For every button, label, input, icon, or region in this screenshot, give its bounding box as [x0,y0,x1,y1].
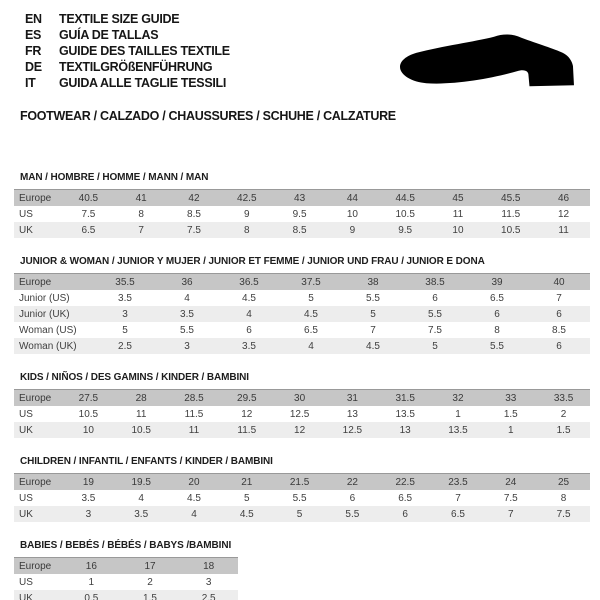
size-cell: 41 [135,192,147,204]
size-cell: 3.5 [134,508,149,520]
row-label: US [19,408,33,420]
size-cell: 9 [349,224,356,236]
language-guide-name: GUIDE DES TAILLES TEXTILE [59,44,230,58]
table-title: MAN / HOMBRE / HOMME / MANN / MAN [20,172,209,183]
language-guide-name: GUIDA ALLE TAGLIE TESSILI [59,76,227,90]
size-cell: 8 [138,208,144,220]
language-row-it [25,75,230,91]
size-cell: 3 [122,308,128,320]
size-cell: 11.5 [237,424,257,436]
language-code: FR [25,44,42,58]
table-row [14,206,590,222]
size-cell: 30 [294,392,306,404]
size-cell: 6.5 [81,224,96,236]
size-table [14,189,590,238]
size-cell: 5 [122,324,128,336]
size-cell: 11 [558,224,569,236]
size-tables [14,156,590,600]
size-cell: 11 [136,408,147,420]
size-cell: 20 [188,476,200,488]
size-cell: 10.5 [501,224,521,236]
size-cell: 6 [349,492,356,504]
size-cell: 19 [82,476,94,488]
row-label: Europe [19,392,52,404]
size-cell: 33 [505,392,517,404]
size-cell: 7 [507,508,514,520]
size-cell: 5.5 [428,308,442,320]
size-cell: 5.5 [366,292,380,304]
language-guide-name: TEXTILGRÖßENFÜHRUNG [59,60,213,74]
size-cell: 1 [88,576,95,588]
table-row [14,574,238,590]
row-label: Europe [19,276,52,288]
size-cell: 40.5 [78,192,99,204]
size-cell: 7 [455,492,461,504]
size-cell: 10.5 [78,408,99,420]
table-row [14,422,590,438]
size-table-section [14,256,590,354]
size-cell: 45 [452,192,464,204]
table-row [14,322,590,338]
size-cell: 9.5 [398,224,413,236]
size-cell: 23.5 [448,476,468,488]
size-table-section [14,172,590,238]
table-row [14,338,590,354]
size-cell: 4 [184,292,190,304]
row-label: Europe [19,560,52,572]
size-cell: 5 [370,308,376,320]
size-cell: 18 [203,560,215,572]
size-cell: 37.5 [301,276,321,288]
size-cell: 36.5 [239,276,259,288]
size-cell: 5.5 [490,340,504,352]
row-label: Woman (UK) [19,340,77,352]
size-cell: 13 [399,424,411,436]
size-cell: 4 [138,492,144,504]
size-cell: 5.5 [292,492,307,504]
size-cell: 13 [346,408,358,420]
size-cell: 10 [346,208,358,220]
size-cell: 13.5 [448,424,468,436]
table-row [14,474,590,490]
size-cell: 8.5 [292,224,307,236]
size-cell: 38.5 [425,276,445,288]
language-row-es [25,27,230,43]
size-cell: 31 [346,392,358,404]
size-cell: 36 [181,276,193,288]
row-label: UK [19,224,33,236]
row-label: Junior (US) [19,292,70,304]
size-table [14,273,590,354]
size-cell: 2 [147,576,153,588]
category-title: FOOTWEAR / CALZADO / CHAUSSURES / SCHUHE / CALZATURE [20,109,396,123]
size-cell: 10.5 [131,424,151,436]
row-label: UK [19,592,33,600]
size-cell: 4 [191,508,197,520]
size-cell: 11.5 [184,408,204,420]
size-cell: 13.5 [395,408,415,420]
language-row-de [25,59,230,75]
row-label: US [19,576,33,588]
size-cell: 31.5 [395,392,415,404]
size-cell: 42.5 [237,192,257,204]
size-cell: 6.5 [451,508,465,520]
language-list [25,11,230,91]
size-cell: 5.5 [180,324,194,336]
size-cell: 17 [144,560,156,572]
size-cell: 12.5 [342,424,363,436]
size-table-section [14,372,590,438]
size-cell: 22 [346,476,358,488]
size-cell: 27.5 [78,392,99,404]
size-cell: 4.5 [304,308,318,320]
size-table-section [14,540,590,600]
size-cell: 6 [494,308,500,320]
size-cell: 22.5 [395,476,415,488]
table-title: CHILDREN / INFANTIL / ENFANTS / KINDER / BAMBINI [20,456,273,467]
size-cell: 7 [370,324,376,336]
size-cell: 6 [402,508,408,520]
size-cell: 11 [452,208,464,220]
dress-shoe-icon [398,34,576,94]
size-cell: 39 [491,276,503,288]
size-cell: 4.5 [242,292,256,304]
size-cell: 19.5 [131,476,151,488]
size-cell: 5 [308,292,314,304]
language-code: IT [25,76,36,90]
size-cell: 4 [246,308,252,320]
table-row [14,190,590,206]
size-cell: 35.5 [115,276,135,288]
size-cell: 3 [184,340,190,352]
table-title: JUNIOR & WOMAN / JUNIOR Y MUJER / JUNIOR ET FEMME / JUNIOR UND FRAU / JUNIOR E DONA [20,256,485,267]
size-cell: 42 [188,192,200,204]
language-code: EN [25,12,42,26]
size-cell: 8.5 [552,324,566,336]
size-cell: 8 [244,224,250,236]
size-cell: 1 [455,408,461,420]
size-cell: 9.5 [292,208,307,220]
size-cell: 29.5 [237,392,257,404]
table-row [14,590,238,600]
size-cell: 4.5 [239,508,254,520]
size-cell: 5 [244,492,250,504]
row-label: Woman (US) [19,324,77,336]
size-cell: 8.5 [187,208,201,220]
size-cell: 7.5 [503,492,518,504]
size-cell: 5 [296,508,303,520]
row-label: US [19,492,33,504]
language-row-fr [25,43,230,59]
table-title: BABIES / BEBÉS / BÉBÉS / BABYS /BAMBINI [20,540,232,551]
size-cell: 1.5 [556,424,571,436]
size-cell: 38 [367,276,379,288]
size-cell: 3.5 [118,292,132,304]
table-title: KIDS / NIÑOS / DES GAMINS / KINDER / BAMBINI [20,372,249,383]
size-cell: 1.5 [503,408,518,420]
size-table [14,473,590,522]
size-cell: 12.5 [289,408,310,420]
size-cell: 40 [553,276,565,288]
table-row [14,490,590,506]
language-guide-name: TEXTILE SIZE GUIDE [59,12,180,26]
table-row [14,306,590,322]
size-cell: 3.5 [81,492,96,504]
size-cell: 4 [308,340,314,352]
size-cell: 6.5 [398,492,413,504]
size-cell: 5.5 [345,508,360,520]
size-cell: 7.5 [187,224,201,236]
row-label: UK [19,508,33,520]
language-code: ES [25,28,42,42]
table-row [14,390,590,406]
size-cell: 28.5 [184,392,204,404]
size-cell: 8 [494,324,500,336]
size-cell: 10 [452,224,464,236]
size-cell: 28 [135,392,147,404]
row-label: UK [19,424,33,436]
size-cell: 6 [556,308,562,320]
size-cell: 10 [82,424,94,436]
size-cell: 21 [241,476,253,488]
size-cell: 43 [294,192,306,204]
size-cell: 7.5 [428,324,442,336]
row-label: Europe [19,192,52,204]
size-cell: 32 [452,392,464,404]
size-cell: 0.5 [84,592,99,600]
size-cell: 1 [507,424,514,436]
row-label: Europe [19,476,52,488]
size-cell: 3.5 [180,308,194,320]
size-cell: 7 [138,224,144,236]
size-cell: 11 [188,424,200,436]
size-cell: 24 [505,476,517,488]
table-row [14,274,590,290]
size-cell: 33.5 [553,392,574,404]
size-cell: 2.5 [201,592,216,600]
size-cell: 4.5 [187,492,201,504]
size-cell: 7.5 [556,508,571,520]
size-cell: 11.5 [501,208,521,220]
size-cell: 3.5 [242,340,256,352]
language-row-en [25,11,230,27]
size-cell: 6 [432,292,438,304]
size-cell: 6.5 [490,292,504,304]
row-label: US [19,208,33,220]
size-cell: 8 [560,492,567,504]
size-cell: 44.5 [395,192,415,204]
row-label: Junior (UK) [19,308,70,320]
size-cell: 12 [558,208,570,220]
size-table [14,557,238,600]
size-table-section [14,456,590,522]
size-cell: 7.5 [81,208,96,220]
table-row [14,506,590,522]
language-guide-name: GUÍA DE TALLAS [59,28,159,42]
size-cell: 46 [558,192,570,204]
size-cell: 21.5 [289,476,310,488]
table-row [14,406,590,422]
size-cell: 12 [241,408,253,420]
size-cell: 6 [246,324,252,336]
size-cell: 5 [432,340,438,352]
size-cell: 4.5 [366,340,380,352]
size-cell: 9 [244,208,250,220]
size-cell: 16 [85,560,97,572]
size-cell: 6 [556,340,562,352]
size-cell: 2 [560,408,567,420]
size-cell: 6.5 [304,324,318,336]
language-code: DE [25,60,42,74]
size-cell: 10.5 [395,208,415,220]
size-cell: 12 [294,424,306,436]
size-cell: 2.5 [118,340,132,352]
table-row [14,290,590,306]
size-cell: 25 [558,476,570,488]
size-cell: 45.5 [501,192,521,204]
size-table [14,389,590,438]
size-cell: 3 [205,576,212,588]
table-row [14,222,590,238]
size-cell: 3 [85,508,92,520]
size-cell: 7 [556,292,562,304]
size-cell: 1.5 [143,592,157,600]
size-cell: 44 [346,192,358,204]
table-row [14,558,238,574]
